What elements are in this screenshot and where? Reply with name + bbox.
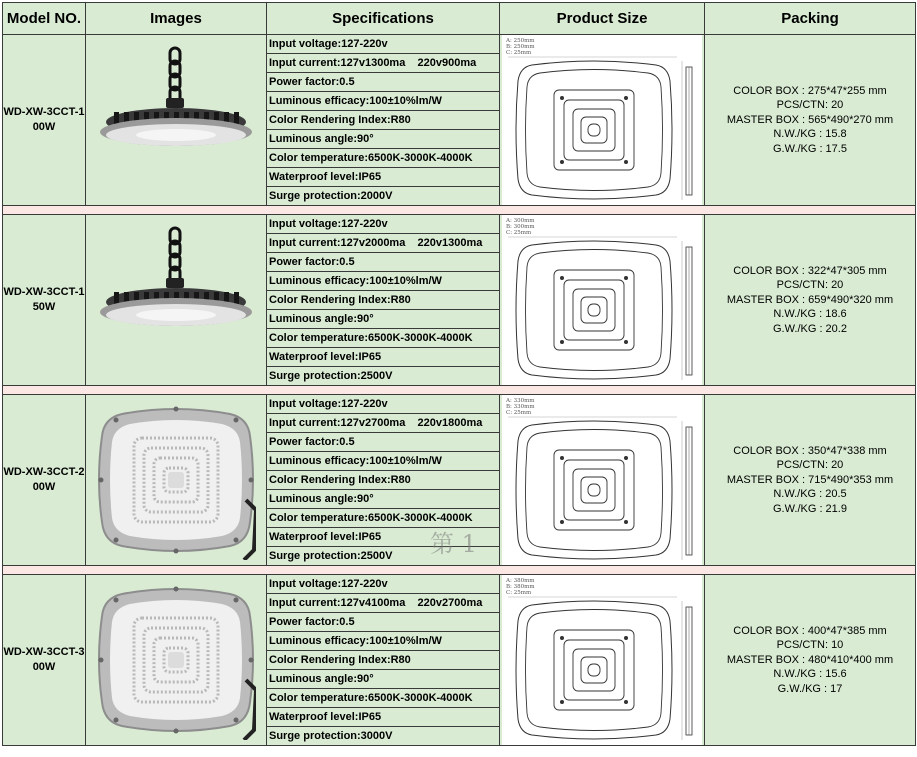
dimension-label: B: 300mm [506,224,535,230]
screw [114,598,119,603]
product-row [3,575,916,746]
spec-line: Color Rendering Index:R80 [267,651,499,670]
screw [234,598,239,603]
packing-line: N.W./KG : 18.6 [773,308,847,321]
packing-line: G.W./KG : 17 [777,682,843,695]
header-packing: Packing [705,3,916,35]
spec-line: Power factor:0.5 [267,253,499,272]
ring-outline [573,649,615,691]
packing-cell [705,575,916,746]
dimension-label: B: 250mm [506,44,535,50]
ring-outline [588,124,600,136]
watermark-text: 第 1 [430,530,477,558]
size-outline [516,61,672,199]
ring-outline [581,477,607,503]
spec-line: Luminous efficacy:100±10%lm/W [267,452,499,471]
product-size-cell [500,215,705,386]
packing-line: MASTER BOX : 565*490*270 mm [726,113,894,126]
spec-line: Input voltage:127-220v [267,575,499,594]
spec-line: Input current:127v2700ma 220v1800ma [267,414,499,433]
size-outline [516,421,672,559]
spec-line: Input current:127v1300ma 220v900ma [267,54,499,73]
size-drawing [502,35,702,205]
spec-line: Input current:127v4100ma 220v2700ma [267,594,499,613]
screw [234,538,239,543]
spec-line: Power factor:0.5 [267,73,499,92]
product-size-cell [500,395,705,566]
screw [174,729,179,734]
specifications-cell [267,35,500,206]
spec-line: Input voltage:127-220v [267,35,499,54]
packing-line: N.W./KG : 15.6 [773,668,847,681]
header-model: Model NO. [3,3,86,35]
spec-line: Waterproof level:IP65 [267,528,499,547]
screw [114,418,119,423]
packing-line: N.W./KG : 20.5 [773,488,847,501]
hook-mount [166,278,184,288]
spec-line: Power factor:0.5 [267,613,499,632]
specifications-cell [267,215,500,386]
dimension-label: B: 330mm [506,404,535,410]
screw [174,407,179,412]
ring-outline [581,657,607,683]
product-image [96,40,256,200]
dimension-labels [505,218,535,236]
packing-line: COLOR BOX : 400*47*385 mm [733,624,887,637]
product-size-cell [500,35,705,206]
dimension-labels [505,398,535,416]
spec-line: Waterproof level:IP65 [267,708,499,727]
dimension-label: C: 25mm [506,410,532,416]
header-product-size: Product Size [500,3,705,35]
spec-line: Surge protection:2500V [269,550,393,562]
spec-line: Surge protection:2500V [269,370,393,382]
ring-outline [581,117,607,143]
spec-line: Color Rendering Index:R80 [267,291,499,310]
packing-line: COLOR BOX : 350*47*338 mm [733,444,887,457]
packing-cell [705,215,916,386]
size-outline [516,241,672,379]
product-row [3,35,916,206]
spec-line: Color temperature:6500K-3000K-4000K [267,509,499,528]
ring-outline [554,630,634,710]
screw [174,587,179,592]
screw [99,658,104,663]
ring-outline [588,484,600,496]
screw [234,418,239,423]
product-size-cell [500,575,705,746]
product-rows [3,35,916,746]
spec-line: Luminous efficacy:100±10%lm/W [267,272,499,291]
row-separator-cell [3,566,916,575]
dimension-label: C: 25mm [506,590,532,596]
packing-line: G.W./KG : 17.5 [773,142,847,155]
spec-line: Waterproof level:IP65 [267,168,499,187]
product-image-cell [86,215,267,386]
screw [249,658,254,663]
packing-line: COLOR BOX : 275*47*255 mm [733,84,887,97]
product-image [96,580,256,740]
spec-line: Luminous angle:90° [267,670,499,689]
spec-line: Luminous efficacy:100±10%lm/W [267,632,499,651]
packing-line: G.W./KG : 21.9 [773,502,847,515]
spec-line: Luminous angle:90° [267,490,499,509]
spec-line: Waterproof level:IP65 [267,348,499,367]
packing-line: MASTER BOX : 480*410*400 mm [726,653,894,666]
model-cell: WD-XW-3CCT-200W [3,395,86,566]
dimension-labels [505,38,535,56]
spec-line: Luminous angle:90° [267,130,499,149]
packing-line: N.W./KG : 15.8 [773,128,847,141]
row-separator-cell [3,206,916,215]
dimension-label: A: 300mm [506,218,535,224]
size-drawing [502,575,702,745]
ring-outline [573,109,615,151]
size-outline [516,601,672,739]
packing-line: G.W./KG : 20.2 [773,322,847,335]
spec-line: Input voltage:127-220v [267,215,499,234]
spec-line: Color temperature:6500K-3000K-4000K [267,689,499,708]
screw [114,718,119,723]
spec-line: Color Rendering Index:R80 [267,111,499,130]
row-separator [3,206,916,215]
model-cell: WD-XW-3CCT-300W [3,575,86,746]
product-table [2,2,916,746]
ring-outline [573,469,615,511]
size-drawing [502,395,702,565]
hanging-chain [170,228,180,283]
ring-outline [573,289,615,331]
header-images: Images [86,3,267,35]
packing-line: MASTER BOX : 715*490*353 mm [726,473,894,486]
model-cell: WD-XW-3CCT-100W [3,35,86,206]
spec-line: Luminous angle:90° [267,310,499,329]
header-row [3,3,916,35]
product-image [96,220,256,380]
spec-line: Color temperature:6500K-3000K-4000K [267,329,499,348]
row-separator [3,566,916,575]
product-image-cell [86,395,267,566]
product-image-cell [86,35,267,206]
dimension-labels [505,578,535,596]
packing-line: MASTER BOX : 659*490*320 mm [726,293,894,306]
screw [174,549,179,554]
packing-cell [705,395,916,566]
product-image-cell [86,575,267,746]
ring-outline [581,297,607,323]
packing-line: PCS/CTN: 20 [776,459,844,472]
spec-line: Surge protection:3000V [269,730,393,742]
screw [99,478,104,483]
size-drawing [502,215,702,385]
hook-mount [166,98,184,108]
spec-line: Input voltage:127-220v [267,395,499,414]
spec-line: Color Rendering Index:R80 [267,471,499,490]
product-image [96,400,256,560]
ring-outline [588,664,600,676]
row-separator [3,386,916,395]
screw [114,538,119,543]
dimension-label: A: 380mm [506,578,535,584]
product-row [3,215,916,386]
packing-line: PCS/CTN: 20 [776,99,844,112]
header-specifications: Specifications [267,3,500,35]
ring-outline [554,270,634,350]
packing-line: PCS/CTN: 20 [776,279,844,292]
dimension-label: C: 25mm [506,50,532,56]
screw [249,478,254,483]
screw [234,718,239,723]
hanging-chain [170,48,180,103]
dimension-label: A: 250mm [506,38,535,44]
spec-line: Surge protection:2000V [269,190,393,202]
ring-outline [588,304,600,316]
spec-line: Input current:127v2000ma 220v1300ma [267,234,499,253]
dimension-label: B: 380mm [506,584,535,590]
row-separator-cell [3,386,916,395]
model-cell: WD-XW-3CCT-150W [3,215,86,386]
dimension-label: A: 330mm [506,398,535,404]
spec-line: Power factor:0.5 [267,433,499,452]
specifications-cell [267,575,500,746]
spec-line: Luminous efficacy:100±10%lm/W [267,92,499,111]
dimension-label: C: 25mm [506,230,532,236]
packing-cell [705,35,916,206]
spec-line: Color temperature:6500K-3000K-4000K [267,149,499,168]
ring-outline [554,90,634,170]
packing-line: PCS/CTN: 10 [776,639,844,652]
packing-line: COLOR BOX : 322*47*305 mm [733,264,887,277]
ring-outline [554,450,634,530]
